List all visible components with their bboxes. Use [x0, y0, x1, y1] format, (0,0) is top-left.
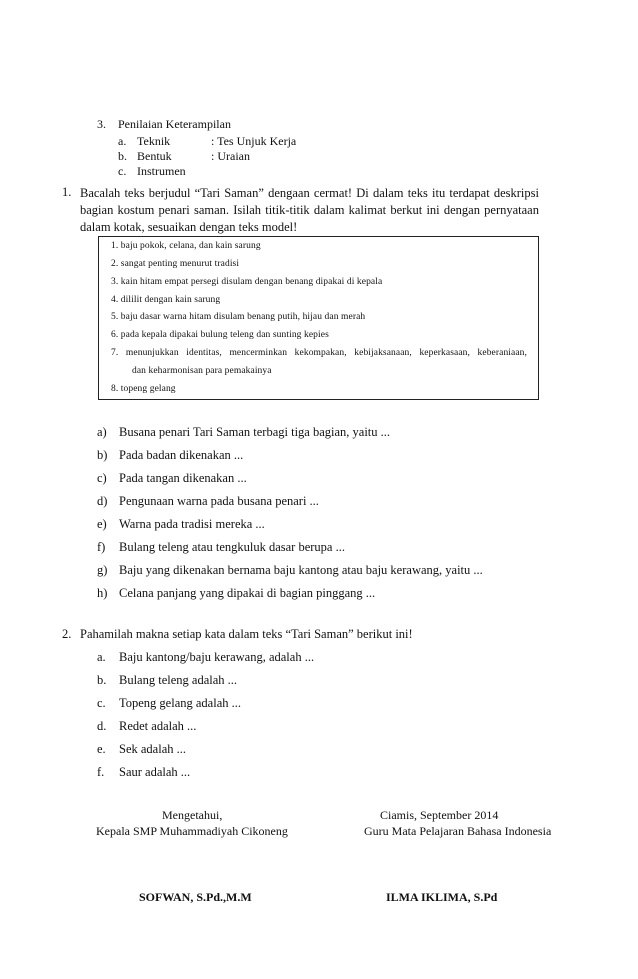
question-1-number: 1.: [62, 185, 72, 199]
principal-role: Kepala SMP Muhammadiyah Cikoneng: [96, 824, 288, 838]
statement-line: 3. kain hitam empat persegi disulam dengan benang dipakai di kepala: [111, 277, 383, 287]
fill-item-text: Busana penari Tari Saman terbagi tiga bagian, yaitu ...: [119, 425, 391, 439]
assessment-item-label: Teknik: [137, 134, 171, 148]
fill-item-text: Celana panjang yang dipakai di bagian pinggang ...: [119, 586, 376, 600]
statement-line: 8. topeng gelang: [111, 384, 176, 394]
fill-item-letter: e): [97, 517, 107, 531]
meaning-item-letter: a.: [97, 650, 106, 664]
meaning-item-text: Baju kantong/baju kerawang, adalah ...: [119, 650, 315, 664]
meaning-item-text: Topeng gelang adalah ...: [119, 696, 241, 710]
fill-item-letter: c): [97, 471, 107, 485]
meaning-item-letter: d.: [97, 719, 107, 733]
teacher-name: ILMA IKLIMA, S.Pd: [386, 890, 498, 904]
question-1-instruction: Bacalah teks berjudul “Tari Saman” dengaan cermat! Di dalam teks itu terdapat deskripsi bagian kostum penari saman. Isilah titik-titik dalam kalimat berkut ini dengan pernyataan dalam kotak, sesuaikan dengan teks model!: [80, 186, 539, 234]
principal-name: SOFWAN, S.Pd.,M.M: [139, 890, 252, 904]
fill-item-letter: d): [97, 494, 108, 508]
statement-line: 1. baju pokok, celana, dan kain sarung: [111, 241, 261, 251]
assessment-item-value: : Uraian: [211, 149, 250, 163]
fill-item-letter: a): [97, 425, 107, 439]
fill-item-letter: g): [97, 563, 108, 577]
teacher-role: Guru Mata Pelajaran Bahasa Indonesia: [364, 824, 552, 838]
assessment-item-letter: a.: [118, 134, 127, 148]
assessment-number: 3.: [97, 117, 106, 131]
meaning-item-text: Bulang teleng adalah ...: [119, 673, 238, 687]
assessment-item-letter: c.: [118, 164, 127, 178]
assessment-item-value: : Tes Unjuk Kerja: [211, 134, 297, 148]
assessment-item-label: Bentuk: [137, 149, 172, 163]
assessment-item-letter: b.: [118, 149, 127, 163]
fill-item-text: Bulang teleng atau tengkuluk dasar berupa ...: [119, 540, 345, 554]
fill-item-letter: f): [97, 540, 106, 554]
statement-line: 4. dililit dengan kain sarung: [111, 295, 221, 305]
place-date: Ciamis, September 2014: [380, 808, 499, 822]
principal-acknowledgement: Mengetahui,: [162, 808, 223, 822]
meaning-item-text: Saur adalah ...: [119, 765, 191, 779]
statement-line: dan keharmonisan para pemakainya: [132, 366, 272, 376]
fill-item-text: Baju yang dikenakan bernama baju kantong atau baju kerawang, yaitu ...: [119, 563, 483, 577]
meaning-item-text: Redet adalah ...: [119, 719, 197, 733]
fill-item-letter: b): [97, 448, 108, 462]
fill-item-letter: h): [97, 586, 108, 600]
fill-item-text: Warna pada tradisi mereka ...: [119, 517, 265, 531]
meaning-item-letter: e.: [97, 742, 106, 756]
statement-line: 5. baju dasar warna hitam disulam benang putih, hijau dan merah: [111, 312, 366, 322]
assessment-heading: Penilaian Keterampilan: [118, 117, 231, 131]
question-2-number: 2.: [62, 627, 72, 641]
fill-item-text: Pada tangan dikenakan ...: [119, 471, 247, 485]
meaning-item-letter: c.: [97, 696, 106, 710]
statement-line: 6. pada kepala dipakai bulung teleng dan sunting kepies: [111, 330, 329, 340]
meaning-item-text: Sek adalah ...: [119, 742, 186, 756]
statement-line: 7. menunjukkan identitas, mencerminkan kekompakan, kebijaksanaan, keperkasaan, keberaniaan,: [111, 348, 527, 358]
meaning-item-letter: f.: [97, 765, 105, 779]
assessment-item-label: Instrumen: [137, 164, 186, 178]
fill-item-text: Pengunaan warna pada busana penari ...: [119, 494, 319, 508]
question-2-instruction: Pahamilah makna setiap kata dalam teks “Tari Saman” berikut ini!: [80, 627, 413, 641]
meaning-item-letter: b.: [97, 673, 107, 687]
fill-item-text: Pada badan dikenakan ...: [119, 448, 244, 462]
statement-box: [98, 236, 539, 400]
statement-line: 2. sangat penting menurut tradisi: [111, 259, 240, 269]
